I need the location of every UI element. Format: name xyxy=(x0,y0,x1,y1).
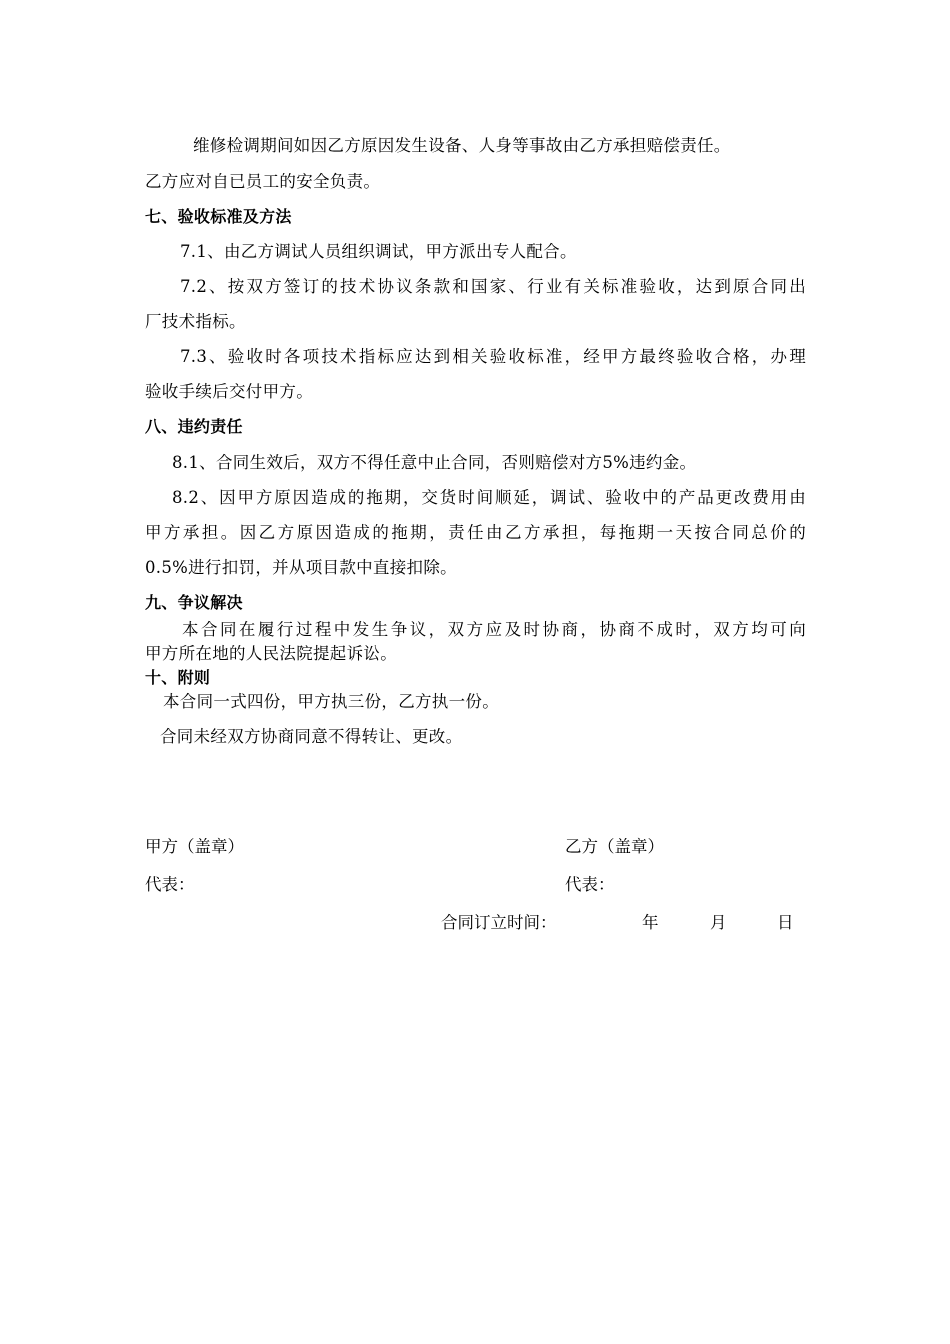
party-a-rep-label: 代表： xyxy=(145,875,195,894)
section7-item3-line2: 验收手续后交付甲方。 xyxy=(145,382,313,401)
section7-item3-line1: 7.3、验收时各项技术指标应达到相关验收标准，经甲方最终验收合格，办理 xyxy=(180,347,806,366)
contract-date-label: 合同订立时间： xyxy=(441,913,557,932)
date-day-label: 日 xyxy=(777,913,794,932)
section6-para1-line1: 维修检调期间如因乙方原因发生设备、人身等事故由乙方承担赔偿责任。 xyxy=(193,136,731,155)
section8-item2-line2: 甲方承担。因乙方原因造成的拖期，责任由乙方承担，每拖期一天按合同总价的 xyxy=(145,523,806,542)
section9-heading: 九、争议解决 xyxy=(145,593,243,612)
section9-para-line2: 甲方所在地的人民法院提起诉讼。 xyxy=(145,644,397,663)
section7-heading: 七、验收标准及方法 xyxy=(145,207,292,226)
date-month-label: 月 xyxy=(710,913,727,932)
section7-item2-line1: 7.2、按双方签订的技术协议条款和国家、行业有关标准验收，达到原合同出 xyxy=(180,277,806,296)
party-a-seal-label: 甲方（盖章） xyxy=(145,837,244,856)
section8-item1: 8.1、合同生效后，双方不得任意中止合同，否则赔偿对方5%违约金。 xyxy=(172,453,697,472)
date-year-label: 年 xyxy=(642,913,659,932)
section10-line2: 合同未经双方协商同意不得转让、更改。 xyxy=(160,727,463,746)
section8-heading: 八、违约责任 xyxy=(145,417,243,436)
section10-line1: 本合同一式四份，甲方执三份，乙方执一份。 xyxy=(163,692,499,711)
section10-heading: 十、附则 xyxy=(145,668,211,687)
section8-item2-line1: 8.2、因甲方原因造成的拖期，交货时间顺延，调试、验收中的产品更改费用由 xyxy=(172,488,806,507)
section6-para1-line2: 乙方应对自已员工的安全负责。 xyxy=(145,172,381,191)
section8-item2-line3: 0.5%进行扣罚，并从项目款中直接扣除。 xyxy=(145,558,457,577)
party-b-rep-label: 代表： xyxy=(565,875,615,894)
section9-para-line1: 本合同在履行过程中发生争议，双方应及时协商，协商不成时，双方均可向 xyxy=(182,620,806,639)
party-b-seal-label: 乙方（盖章） xyxy=(565,837,664,856)
section7-item2-line2: 厂技术指标。 xyxy=(145,312,246,331)
section7-item1: 7.1、由乙方调试人员组织调试，甲方派出专人配合。 xyxy=(180,242,577,261)
